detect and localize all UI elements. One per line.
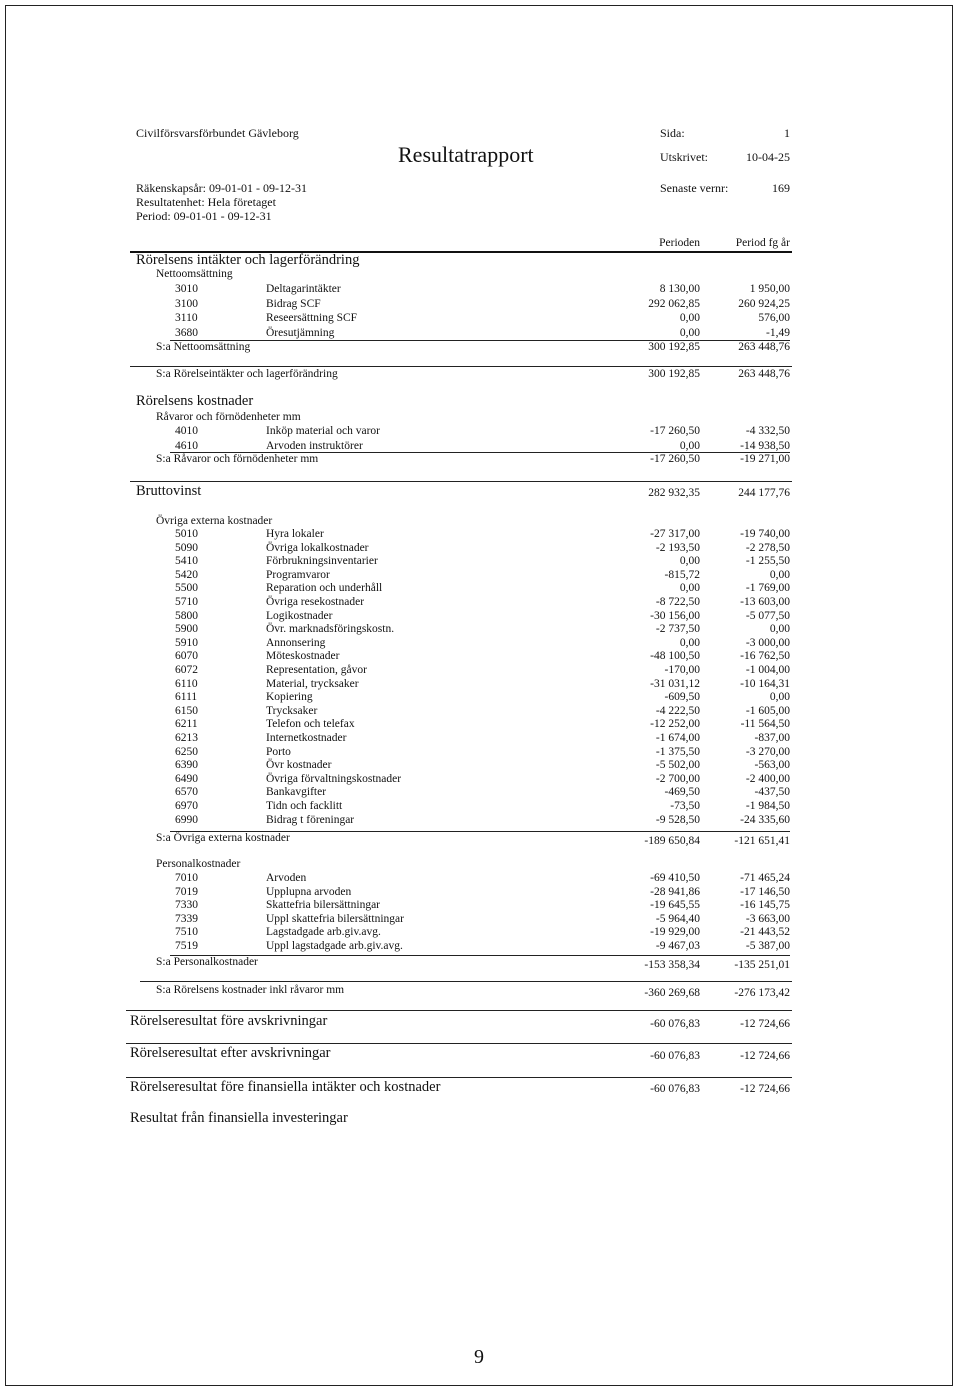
- account-prev: -11 564,50: [740, 718, 790, 731]
- subtotal-label: S:a Råvaror och förnödenheter mm: [156, 453, 319, 465]
- account-code: 5410: [175, 555, 198, 568]
- account-name: Arvoden instruktörer: [266, 439, 363, 452]
- account-name: Programvaror: [266, 568, 330, 581]
- subsection-heading: Övriga externa kostnader: [156, 515, 273, 527]
- account-code: 4610: [175, 439, 198, 452]
- account-name: Övr. marknadsföringskostn.: [266, 623, 395, 636]
- account-prev: -437,50: [754, 786, 790, 799]
- subtotal-label: S:a Övriga externa kostnader: [156, 832, 290, 844]
- account-current: 292 062,85: [648, 297, 700, 310]
- account-current: -1 674,00: [655, 732, 700, 744]
- account-name: Bidrag SCF: [266, 297, 321, 310]
- account-current: 0,00: [679, 582, 700, 595]
- account-name: Porto: [266, 745, 291, 758]
- col-header-prev: Period fg år: [735, 237, 790, 249]
- account-name: Förbrukningsinventarier: [266, 555, 378, 568]
- account-current: -4 222,50: [655, 704, 700, 717]
- subtotal-prev: -135 251,01: [734, 959, 790, 971]
- gross-profit-prev: 244 177,76: [738, 487, 790, 499]
- account-name: Hyra lokaler: [266, 528, 324, 540]
- account-name: Reparation och underhåll: [266, 582, 383, 595]
- rule: [126, 1043, 792, 1044]
- account-code: 6390: [175, 759, 198, 772]
- total-prev: 263 448,76: [738, 368, 790, 380]
- account-code: 7339: [175, 912, 198, 925]
- rule: [126, 1010, 792, 1011]
- account-name: Skattefria bilersättningar: [266, 899, 381, 911]
- account-current: -31 031,12: [650, 677, 700, 690]
- account-name: Inköp material och varor: [266, 425, 380, 437]
- total-costs-label: S:a Rörelsens kostnader inkl råvaror mm: [156, 984, 345, 996]
- account-code: 6072: [175, 664, 198, 676]
- account-code: 7510: [175, 926, 198, 938]
- account-prev: -5 077,50: [745, 609, 790, 622]
- gross-profit-label: Bruttovinst: [136, 483, 202, 499]
- account-prev: -1 605,00: [745, 704, 790, 717]
- account-name: Kopiering: [266, 691, 313, 704]
- rule: [130, 366, 792, 367]
- account-code: 6111: [175, 691, 198, 704]
- account-name: Trycksaker: [266, 704, 318, 717]
- account-code: 6970: [175, 800, 198, 812]
- account-current: -17 260,50: [650, 425, 700, 437]
- result-unit: Resultatenhet: Hela företaget: [136, 195, 276, 209]
- account-code: 4010: [175, 425, 198, 437]
- subsection-heading: Råvaror och förnödenheter mm: [156, 411, 301, 423]
- account-code: 6213: [175, 732, 198, 744]
- account-current: -609,50: [664, 691, 700, 704]
- account-prev: 0,00: [769, 623, 790, 636]
- account-name: Annonsering: [266, 636, 326, 649]
- account-prev: -21 443,52: [740, 926, 790, 938]
- result-label: Rörelseresultat före finansiella intäkter och kostnader: [130, 1079, 441, 1095]
- account-name: Arvoden: [266, 872, 307, 884]
- account-prev: 1 950,00: [749, 283, 790, 295]
- account-current: 0,00: [679, 326, 700, 339]
- subtotal-current: 300 192,85: [648, 341, 700, 353]
- account-code: 6070: [175, 650, 198, 663]
- account-code: 6250: [175, 745, 198, 758]
- subtotal-prev: -19 271,00: [740, 453, 790, 465]
- account-code: 3110: [175, 312, 198, 324]
- account-name: Uppl skattefria bilersättningar: [266, 912, 404, 925]
- account-prev: -3 663,00: [745, 912, 790, 925]
- subtotal-current: -17 260,50: [650, 453, 700, 465]
- subtotal-current: -189 650,84: [644, 835, 700, 847]
- account-current: -170,00: [664, 664, 700, 676]
- account-name: Representation, gåvor: [266, 664, 367, 676]
- account-current: 0,00: [679, 312, 700, 324]
- account-current: -28 941,86: [650, 885, 700, 898]
- account-code: 6211: [175, 718, 198, 731]
- total-current: 300 192,85: [648, 368, 700, 380]
- rule: [170, 955, 790, 956]
- account-current: 0,00: [679, 555, 700, 568]
- account-code: 7010: [175, 872, 198, 884]
- account-code: 7330: [175, 899, 198, 911]
- subtotal-label: S:a Personalkostnader: [156, 956, 258, 968]
- subsection-heading: Nettoomsättning: [156, 268, 233, 280]
- account-current: -69 410,50: [650, 872, 700, 884]
- account-current: -5 502,00: [655, 759, 700, 772]
- account-current: -73,50: [670, 800, 700, 812]
- result-1-prev: -12 724,66: [740, 1018, 790, 1030]
- account-current: -2 737,50: [655, 623, 700, 636]
- account-prev: -1 255,50: [745, 555, 790, 568]
- rule: [126, 1077, 792, 1078]
- account-prev: -16 762,50: [740, 650, 790, 663]
- result-3-current: -60 076,83: [650, 1083, 700, 1095]
- account-code: 5710: [175, 596, 198, 608]
- account-code: 7019: [175, 885, 198, 898]
- subtotal-label: S:a Nettoomsättning: [156, 341, 251, 353]
- account-current: -19 645,55: [650, 899, 700, 911]
- account-code: 7519: [175, 939, 198, 952]
- section-heading: Rörelsens intäkter och lagerförändring: [136, 252, 360, 268]
- account-prev: -19 740,00: [740, 528, 790, 540]
- account-prev: -1,49: [766, 326, 790, 339]
- account-prev: -837,00: [754, 732, 790, 744]
- subtotal-current: -153 358,34: [644, 959, 700, 971]
- gross-profit-current: 282 932,35: [648, 487, 700, 499]
- account-current: -48 100,50: [650, 650, 700, 663]
- account-code: 5800: [175, 609, 198, 622]
- result-label: Rörelseresultat före avskrivningar: [130, 1013, 328, 1029]
- account-prev: 0,00: [769, 691, 790, 704]
- page-value: 1: [784, 126, 790, 140]
- account-prev: -14 938,50: [740, 439, 790, 452]
- printed-label: Utskrivet:: [660, 150, 708, 164]
- account-code: 6570: [175, 786, 198, 799]
- total-costs-current: -360 269,68: [644, 987, 700, 999]
- account-prev: -3 000,00: [745, 636, 790, 649]
- account-code: 3010: [175, 283, 198, 295]
- rule: [130, 481, 792, 482]
- result-1-current: -60 076,83: [650, 1018, 700, 1030]
- account-prev: -4 332,50: [745, 425, 790, 437]
- account-code: 5010: [175, 528, 198, 540]
- account-name: Internetkostnader: [266, 732, 347, 744]
- org-name: Civilförsvarsförbundet Gävleborg: [136, 126, 299, 140]
- subtotal-prev: 263 448,76: [738, 341, 790, 353]
- account-name: Övr kostnader: [266, 759, 332, 772]
- account-current: -12 252,00: [650, 718, 700, 731]
- account-code: 6150: [175, 704, 198, 717]
- account-name: Övriga resekostnader: [266, 596, 365, 608]
- account-prev: -3 270,00: [745, 745, 790, 758]
- account-prev: 0,00: [769, 568, 790, 581]
- account-name: Möteskostnader: [266, 650, 340, 663]
- account-code: 5090: [175, 541, 198, 554]
- fiscal-year: Räkenskapsår: 09-01-01 - 09-12-31: [136, 181, 307, 195]
- version-label: Senaste vernr:: [660, 181, 729, 195]
- account-prev: -13 603,00: [740, 596, 790, 608]
- account-name: Bidrag t föreningar: [266, 813, 355, 826]
- account-code: 6990: [175, 813, 198, 826]
- account-current: -9 467,03: [655, 939, 700, 952]
- account-code: 5910: [175, 636, 198, 649]
- account-name: Telefon och telefax: [266, 718, 355, 731]
- account-current: -30 156,00: [650, 609, 700, 622]
- account-name: Övriga lokalkostnader: [266, 541, 369, 554]
- account-prev: -16 145,75: [740, 899, 790, 911]
- account-name: Deltagarintäkter: [266, 283, 341, 295]
- account-name: Tidn och facklitt: [266, 800, 343, 812]
- version-value: 169: [772, 181, 790, 195]
- account-name: Uppl lagstadgade arb.giv.avg.: [266, 939, 403, 952]
- printed-value: 10-04-25: [746, 150, 790, 164]
- section-heading: Rörelsens kostnader: [136, 393, 254, 409]
- account-current: -2 193,50: [655, 541, 700, 554]
- account-current: -19 929,00: [650, 926, 700, 938]
- account-code: 5900: [175, 623, 198, 636]
- result-2-prev: -12 724,66: [740, 1050, 790, 1062]
- account-current: -27 317,00: [650, 528, 700, 540]
- account-prev: -563,00: [754, 759, 790, 772]
- account-current: -815,72: [664, 568, 700, 581]
- account-name: Övriga förvaltningskostnader: [266, 772, 402, 785]
- result-label: Rörelseresultat efter avskrivningar: [130, 1045, 331, 1061]
- total-label: S:a Rörelseintäkter och lagerförändring: [156, 368, 338, 380]
- account-prev: -17 146,50: [740, 885, 790, 898]
- rule: [140, 981, 792, 982]
- result-3-prev: -12 724,66: [740, 1083, 790, 1095]
- account-name: Reseersättning SCF: [266, 312, 358, 324]
- account-current: -9 528,50: [655, 813, 700, 826]
- col-header-period: Perioden: [659, 237, 700, 249]
- account-code: 3680: [175, 326, 198, 339]
- account-name: Logikostnader: [266, 609, 333, 622]
- period: Period: 09-01-01 - 09-12-31: [136, 209, 272, 223]
- account-code: 3100: [175, 297, 198, 310]
- account-current: 8 130,00: [659, 283, 700, 295]
- report-title: Resultatrapport: [398, 142, 534, 167]
- account-code: 6490: [175, 772, 198, 785]
- account-current: -5 964,40: [655, 912, 700, 925]
- account-name: Material, trycksaker: [266, 677, 359, 690]
- account-current: -469,50: [664, 786, 700, 799]
- account-prev: -24 335,60: [740, 813, 790, 826]
- account-prev: -1 769,00: [745, 582, 790, 595]
- page-number: 9: [474, 1346, 484, 1368]
- account-current: -2 700,00: [655, 772, 700, 785]
- account-code: 6110: [175, 677, 198, 690]
- subsection-heading: Personalkostnader: [156, 858, 241, 870]
- account-prev: -1 984,50: [745, 800, 790, 812]
- account-prev: -2 400,00: [745, 772, 790, 785]
- account-prev: 576,00: [758, 312, 790, 324]
- account-current: 0,00: [679, 636, 700, 649]
- account-code: 5420: [175, 568, 198, 581]
- result-2-current: -60 076,83: [650, 1050, 700, 1062]
- account-prev: 260 924,25: [738, 297, 790, 310]
- total-costs-prev: -276 173,42: [734, 987, 790, 999]
- account-prev: -5 387,00: [745, 939, 790, 952]
- result-label: Resultat från finansiella investeringar: [130, 1110, 348, 1126]
- account-name: Öresutjämning: [266, 326, 335, 339]
- account-prev: -10 164,31: [740, 677, 790, 690]
- account-prev: -1 004,00: [745, 664, 790, 676]
- page-label: Sida:: [660, 126, 685, 140]
- subtotal-prev: -121 651,41: [734, 835, 790, 847]
- account-prev: -71 465,24: [740, 872, 790, 884]
- account-name: Bankavgifter: [266, 786, 327, 799]
- account-current: -1 375,50: [655, 745, 700, 758]
- account-code: 5500: [175, 582, 198, 595]
- account-name: Lagstadgade arb.giv.avg.: [266, 926, 381, 938]
- account-current: -8 722,50: [655, 596, 700, 608]
- account-name: Upplupna arvoden: [266, 885, 352, 898]
- account-prev: -2 278,50: [745, 541, 790, 554]
- account-current: 0,00: [679, 439, 700, 452]
